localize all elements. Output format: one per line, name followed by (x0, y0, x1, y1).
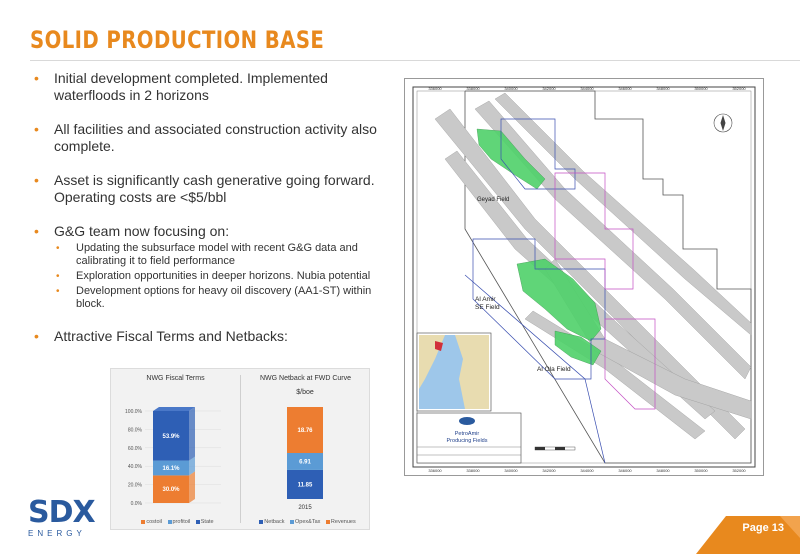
sub-bullet-item: • Updating the subsurface model with recent G&G data and calibrating it to field performance (54, 242, 380, 268)
map-tick-label: 352000 (732, 468, 746, 473)
chart-legend (111, 519, 240, 525)
data-label: 18.76 (297, 428, 313, 434)
legend-revenues: Revenues (330, 519, 356, 525)
sub-bullet-item: • Development options for heavy oil discovery (AA1-ST) within block. (54, 285, 380, 311)
inset-map (417, 333, 491, 411)
logo-subtext: ENERGY (28, 529, 86, 538)
map-tick-label: 350000 (694, 86, 708, 91)
legend-netback: Netback (264, 519, 285, 525)
legend-swatch (259, 520, 263, 524)
alamir-field-label: Al Amir (475, 296, 496, 303)
map-tick-label: 352000 (732, 86, 746, 91)
map-bottom-ticks (428, 468, 746, 473)
map-tick-label: 338000 (466, 86, 480, 91)
sdx-logo (28, 495, 95, 538)
chart-legend (241, 519, 370, 525)
y-tick-label: 0.0% (130, 501, 142, 507)
legend-opex: Opex&Tax (295, 519, 321, 525)
y-tick-label: 60.0% (127, 445, 142, 452)
y-tick-label: 100.0% (125, 409, 142, 415)
y-tick-label: 80.0% (127, 427, 142, 434)
map-top-ticks (428, 86, 746, 91)
legend-swatch (290, 520, 294, 524)
page-number: Page 13 (742, 522, 784, 534)
map-tick-label: 346000 (618, 468, 632, 473)
legend-costoil: costoil (146, 519, 162, 525)
scale-bar (535, 447, 575, 450)
map-tick-label: 342000 (542, 468, 556, 473)
alola-field-label: Al Ola Field (537, 366, 571, 373)
bullet-list (30, 70, 380, 362)
field-map (404, 78, 764, 476)
legend-swatch (326, 520, 330, 524)
bullet-item: • Initial development completed. Implemented waterfloods in 2 horizons (30, 70, 380, 104)
netback-chart (241, 369, 370, 529)
sub-bullet-list (54, 242, 380, 311)
map-tick-label: 338000 (466, 468, 480, 473)
map-tick-label: 348000 (656, 86, 670, 91)
legend-state: State (200, 519, 214, 525)
bullet-item (30, 223, 380, 240)
legend-title: PetroAmir (454, 431, 480, 437)
chart-title: NWG Netback at FWD Curve (259, 375, 351, 382)
map-tick-label: 344000 (580, 468, 594, 473)
legend-swatch (196, 520, 200, 524)
map-tick-label: 336000 (428, 86, 442, 91)
slide-title: SOLID PRODUCTION BASE (30, 26, 325, 54)
bullet-item: • Attractive Fiscal Terms and Netbacks: (30, 328, 380, 345)
fiscal-terms-svg (111, 383, 240, 523)
bar-side (189, 407, 195, 461)
bullet-text: G&G team now focusing on: (54, 223, 230, 239)
legend-swatch (141, 520, 145, 524)
x-tick-label: 2015 (298, 505, 312, 511)
map-tick-label: 340000 (504, 468, 518, 473)
map-tick-label: 346000 (618, 86, 632, 91)
sub-bullet-item: • Exploration opportunities in deeper horizons. Nubia potential (54, 270, 380, 283)
map-tick-label: 342000 (542, 86, 556, 91)
alamir-field-label-2: SE Field (475, 304, 500, 311)
bullet-item: • Asset is significantly cash generative going forward. Operating costs are <$5/bbl (30, 172, 380, 206)
data-label: 30.0% (162, 487, 180, 494)
map-tick-label: 344000 (580, 86, 594, 91)
legend-subtitle: Producing Fields (446, 438, 488, 444)
map-tick-label: 348000 (656, 468, 670, 473)
y-axis-label: $/boe (296, 389, 314, 396)
map-tick-label: 340000 (504, 86, 518, 91)
data-label: 53.9% (162, 433, 180, 440)
bar-side (189, 471, 195, 503)
field-map-svg (405, 79, 763, 475)
fiscal-terms-chart (111, 369, 240, 529)
map-tick-label: 350000 (694, 468, 708, 473)
netback-svg (241, 383, 370, 523)
chart-title: NWG Fiscal Terms (146, 375, 205, 382)
title-divider (30, 60, 800, 61)
map-legend-box (417, 413, 521, 463)
legend-profitoil: profitoil (172, 519, 191, 525)
data-label: 6.91 (299, 459, 311, 466)
bar-top (153, 407, 195, 411)
map-tick-label: 336000 (428, 468, 442, 473)
data-label: 11.85 (297, 482, 313, 489)
y-tick-label: 20.0% (127, 482, 142, 489)
legend-swatch (168, 520, 172, 524)
geyad-field-label: Geyad Field (477, 197, 510, 203)
y-tick-label: 40.0% (127, 464, 142, 471)
logo-mark: SDX (28, 495, 95, 530)
data-label: 16.1% (162, 465, 180, 472)
bullet-item: • All facilities and associated construction activity also complete. (30, 121, 380, 155)
charts-panel (110, 368, 370, 530)
